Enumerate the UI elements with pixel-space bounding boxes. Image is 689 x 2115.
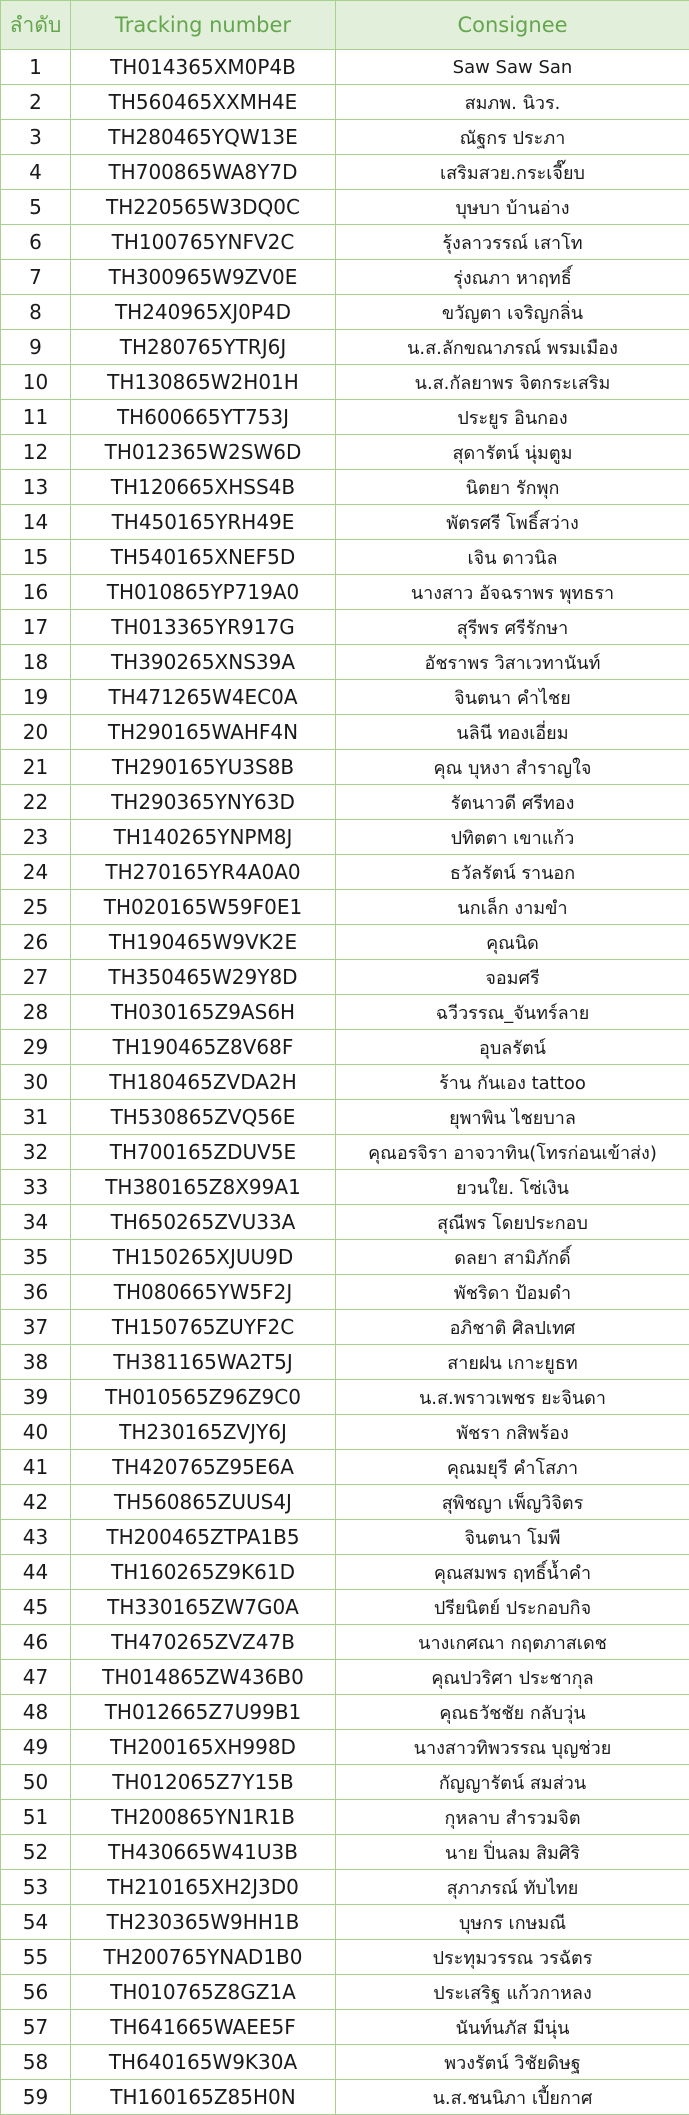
- consignee-cell: น.ส.พราวเพชร ยะจินดา: [336, 1380, 689, 1415]
- row-index-cell: 3: [1, 120, 71, 155]
- row-index-cell: 49: [1, 1730, 71, 1765]
- tracking-number-cell: TH030165Z9AS6H: [71, 995, 336, 1030]
- table-row: [1, 925, 689, 960]
- consignee-cell: ปรียนิตย์ ประกอบกิจ: [336, 1590, 689, 1625]
- table-row: [1, 190, 689, 225]
- consignee-cell: น.ส.ลักขณาภรณ์ พรมเมือง: [336, 330, 689, 365]
- row-index-cell: 24: [1, 855, 71, 890]
- tracking-number-cell: TH180465ZVDA2H: [71, 1065, 336, 1100]
- row-index-cell: 23: [1, 820, 71, 855]
- tracking-number-cell: TH300965W9ZV0E: [71, 260, 336, 295]
- table-row: [1, 1205, 689, 1240]
- table-row: [1, 225, 689, 260]
- consignee-cell: นางเกศณา กฤตภาสเดช: [336, 1625, 689, 1660]
- row-index-cell: 2: [1, 85, 71, 120]
- row-index-cell: 54: [1, 1905, 71, 1940]
- tracking-number-cell: TH160265Z9K61D: [71, 1555, 336, 1590]
- table-row: [1, 85, 689, 120]
- table-row: [1, 645, 689, 680]
- tracking-number-cell: TH150765ZUYF2C: [71, 1310, 336, 1345]
- table-row: [1, 435, 689, 470]
- row-index-cell: 59: [1, 2080, 71, 2115]
- consignee-cell: ประเสริฐ แก้วกาหลง: [336, 1975, 689, 2010]
- consignee-cell: คุณสมพร ฤทธิ์น้ำคำ: [336, 1555, 689, 1590]
- table-row: [1, 1590, 689, 1625]
- tracking-number-cell: TH160165Z85H0N: [71, 2080, 336, 2115]
- tracking-number-cell: TH130865W2H01H: [71, 365, 336, 400]
- row-index-cell: 30: [1, 1065, 71, 1100]
- row-index-cell: 42: [1, 1485, 71, 1520]
- table-row: [1, 1065, 689, 1100]
- table-row: [1, 820, 689, 855]
- row-index-cell: 31: [1, 1100, 71, 1135]
- consignee-cell: จินตนา โมพี: [336, 1520, 689, 1555]
- row-index-cell: 57: [1, 2010, 71, 2045]
- tracking-number-cell: TH450165YRH49E: [71, 505, 336, 540]
- consignee-cell: ยุพาพิน ไชยบาล: [336, 1100, 689, 1135]
- consignee-cell: ประยูร อินกอง: [336, 400, 689, 435]
- tracking-number-cell: TH390265XNS39A: [71, 645, 336, 680]
- consignee-cell: นางสาว อัจฉราพร พุทธรา: [336, 575, 689, 610]
- tracking-number-cell: TH290365YNY63D: [71, 785, 336, 820]
- consignee-cell: ธวัลรัตน์ รานอก: [336, 855, 689, 890]
- consignee-cell: นลินี ทองเอี่ยม: [336, 715, 689, 750]
- table-row: [1, 2080, 689, 2115]
- tracking-number-cell: TH020165W59F0E1: [71, 890, 336, 925]
- consignee-cell: อุบลรัตน์: [336, 1030, 689, 1065]
- table-row: [1, 1800, 689, 1835]
- tracking-number-cell: TH280465YQW13E: [71, 120, 336, 155]
- row-index-cell: 33: [1, 1170, 71, 1205]
- table-row: [1, 1310, 689, 1345]
- tracking-number-cell: TH010565Z96Z9C0: [71, 1380, 336, 1415]
- row-index-cell: 16: [1, 575, 71, 610]
- tracking-number-cell: TH641665WAEE5F: [71, 2010, 336, 2045]
- table-row: [1, 120, 689, 155]
- table-row: [1, 1625, 689, 1660]
- table-row: [1, 890, 689, 925]
- consignee-cell: เจิน ดาวนิล: [336, 540, 689, 575]
- consignee-cell: จินตนา คำไชย: [336, 680, 689, 715]
- row-index-cell: 29: [1, 1030, 71, 1065]
- consignee-cell: น.ส.กัลยาพร จิตกระเสริม: [336, 365, 689, 400]
- row-index-cell: 19: [1, 680, 71, 715]
- row-index-cell: 13: [1, 470, 71, 505]
- tracking-number-cell: TH280765YTRJ6J: [71, 330, 336, 365]
- table-row: [1, 1170, 689, 1205]
- table-row: [1, 1730, 689, 1765]
- tracking-number-cell: TH150265XJUU9D: [71, 1240, 336, 1275]
- consignee-cell: กุหลาบ สำรวมจิต: [336, 1800, 689, 1835]
- row-index-cell: 53: [1, 1870, 71, 1905]
- table-row: [1, 505, 689, 540]
- consignee-cell: รัตนาวดี ศรีทอง: [336, 785, 689, 820]
- table-row: [1, 1940, 689, 1975]
- consignee-cell: นันท์นภัส มีนุ่น: [336, 2010, 689, 2045]
- tracking-number-cell: TH220565W3DQ0C: [71, 190, 336, 225]
- consignee-cell: ณัฐกร ประภา: [336, 120, 689, 155]
- consignee-cell: น.ส.ชนนิภา เปี้ยกาศ: [336, 2080, 689, 2115]
- tracking-number-cell: TH012365W2SW6D: [71, 435, 336, 470]
- row-index-cell: 39: [1, 1380, 71, 1415]
- table-row: [1, 155, 689, 190]
- table-row: [1, 1555, 689, 1590]
- consignee-cell: ดลยา สามิภักดิ์: [336, 1240, 689, 1275]
- row-index-cell: 28: [1, 995, 71, 1030]
- row-index-cell: 5: [1, 190, 71, 225]
- row-index-cell: 32: [1, 1135, 71, 1170]
- row-index-cell: 21: [1, 750, 71, 785]
- tracking-number-cell: TH381165WA2T5J: [71, 1345, 336, 1380]
- row-index-cell: 14: [1, 505, 71, 540]
- tracking-number-cell: TH530865ZVQ56E: [71, 1100, 336, 1135]
- tracking-number-cell: TH120665XHSS4B: [71, 470, 336, 505]
- consignee-cell: คุณนิด: [336, 925, 689, 960]
- table-row: [1, 2010, 689, 2045]
- consignee-cell: ประทุมวรรณ วรฉัตร: [336, 1940, 689, 1975]
- header-row: [1, 1, 689, 50]
- table-row: [1, 610, 689, 645]
- tracking-number-cell: TH012665Z7U99B1: [71, 1695, 336, 1730]
- row-index-cell: 37: [1, 1310, 71, 1345]
- row-index-cell: 34: [1, 1205, 71, 1240]
- row-index-cell: 22: [1, 785, 71, 820]
- tracking-number-cell: TH010865YP719A0: [71, 575, 336, 610]
- consignee-cell: จอมศรี: [336, 960, 689, 995]
- tracking-number-cell: TH014865ZW436B0: [71, 1660, 336, 1695]
- row-index-cell: 20: [1, 715, 71, 750]
- consignee-cell: คุณอรจิรา อาจวาทิน(โทรก่อนเข้าส่ง): [336, 1135, 689, 1170]
- consignee-cell: คุณปวริศา ประชากุล: [336, 1660, 689, 1695]
- consignee-cell: สุณีพร โดยประกอบ: [336, 1205, 689, 1240]
- consignee-cell: พัชริดา ป้อมดำ: [336, 1275, 689, 1310]
- row-index-cell: 43: [1, 1520, 71, 1555]
- tracking-number-cell: TH380165Z8X99A1: [71, 1170, 336, 1205]
- row-index-cell: 11: [1, 400, 71, 435]
- header-consignee: Consignee: [336, 1, 689, 50]
- consignee-cell: บุษกร เกษมณี: [336, 1905, 689, 1940]
- row-index-cell: 25: [1, 890, 71, 925]
- table-row: [1, 1135, 689, 1170]
- table-row: [1, 1415, 689, 1450]
- tracking-number-cell: TH100765YNFV2C: [71, 225, 336, 260]
- consignee-cell: นาย ปิ่นลม สิมศิริ: [336, 1835, 689, 1870]
- tracking-number-cell: TH560865ZUUS4J: [71, 1485, 336, 1520]
- table-row: [1, 400, 689, 435]
- row-index-cell: 48: [1, 1695, 71, 1730]
- consignee-cell: สุภาภรณ์ ทับไทย: [336, 1870, 689, 1905]
- row-index-cell: 46: [1, 1625, 71, 1660]
- row-index-cell: 41: [1, 1450, 71, 1485]
- consignee-cell: นกเล็ก งามขำ: [336, 890, 689, 925]
- table-row: [1, 295, 689, 330]
- table-row: [1, 1450, 689, 1485]
- tracking-number-cell: TH200765YNAD1B0: [71, 1940, 336, 1975]
- tracking-number-cell: TH560465XXMH4E: [71, 85, 336, 120]
- table-row: [1, 330, 689, 365]
- table-row: [1, 1870, 689, 1905]
- tracking-number-cell: TH700865WA8Y7D: [71, 155, 336, 190]
- table-row: [1, 1905, 689, 1940]
- table-row: [1, 540, 689, 575]
- tracking-number-cell: TH200465ZTPA1B5: [71, 1520, 336, 1555]
- tracking-number-cell: TH330165ZW7G0A: [71, 1590, 336, 1625]
- table-row: [1, 715, 689, 750]
- consignee-cell: เสริมสวย.กระเจี๊ยบ: [336, 155, 689, 190]
- row-index-cell: 55: [1, 1940, 71, 1975]
- table-row: [1, 1660, 689, 1695]
- tracking-number-cell: TH230365W9HH1B: [71, 1905, 336, 1940]
- table-row: [1, 855, 689, 890]
- consignee-cell: Saw Saw San: [336, 50, 689, 85]
- table-row: [1, 1030, 689, 1065]
- tracking-number-cell: TH200165XH998D: [71, 1730, 336, 1765]
- tracking-number-cell: TH210165XH2J3D0: [71, 1870, 336, 1905]
- table-row: [1, 785, 689, 820]
- consignee-cell: รุ้งลาวรรณ์ เสาโท: [336, 225, 689, 260]
- tracking-number-cell: TH290165WAHF4N: [71, 715, 336, 750]
- tracking-number-cell: TH140265YNPM8J: [71, 820, 336, 855]
- tracking-number-cell: TH013365YR917G: [71, 610, 336, 645]
- consignee-cell: ร้าน กันเอง tattoo: [336, 1065, 689, 1100]
- table-row: [1, 1345, 689, 1380]
- table-row: [1, 2045, 689, 2080]
- tracking-number-cell: TH430665W41U3B: [71, 1835, 336, 1870]
- table-row: [1, 680, 689, 715]
- row-index-cell: 4: [1, 155, 71, 190]
- consignee-cell: สายฝน เกาะยูธท: [336, 1345, 689, 1380]
- table-row: [1, 50, 689, 85]
- consignee-cell: ยวนใย. โซ่เงิน: [336, 1170, 689, 1205]
- table-row: [1, 960, 689, 995]
- table-row: [1, 575, 689, 610]
- tracking-number-cell: TH190465Z8V68F: [71, 1030, 336, 1065]
- tracking-number-cell: TH600665YT753J: [71, 400, 336, 435]
- consignee-cell: พัชรา กสิพร้อง: [336, 1415, 689, 1450]
- row-index-cell: 9: [1, 330, 71, 365]
- tracking-number-cell: TH470265ZVZ47B: [71, 1625, 336, 1660]
- tracking-number-cell: TH240965XJ0P4D: [71, 295, 336, 330]
- row-index-cell: 12: [1, 435, 71, 470]
- tracking-number-cell: TH080665YW5F2J: [71, 1275, 336, 1310]
- consignee-cell: พัตรศรี โพธิ์สว่าง: [336, 505, 689, 540]
- consignee-cell: สมภพ. นิวร.: [336, 85, 689, 120]
- consignee-cell: สุรีพร ศรีรักษา: [336, 610, 689, 645]
- header-index: ลำดับ: [1, 1, 71, 50]
- row-index-cell: 47: [1, 1660, 71, 1695]
- header-tracking-number: Tracking number: [71, 1, 336, 50]
- row-index-cell: 58: [1, 2045, 71, 2080]
- consignee-cell: กัญญารัตน์ สมส่วน: [336, 1765, 689, 1800]
- tracking-number-cell: TH700165ZDUV5E: [71, 1135, 336, 1170]
- consignee-cell: คุณ บุหงา สำราญใจ: [336, 750, 689, 785]
- table-row: [1, 1695, 689, 1730]
- consignee-cell: สุพิชญา เพ็ญวิจิตร: [336, 1485, 689, 1520]
- consignee-cell: ปทิตตา เขาแก้ว: [336, 820, 689, 855]
- row-index-cell: 36: [1, 1275, 71, 1310]
- table-row: [1, 365, 689, 400]
- table-row: [1, 1240, 689, 1275]
- row-index-cell: 6: [1, 225, 71, 260]
- tracking-number-cell: TH650265ZVU33A: [71, 1205, 336, 1240]
- row-index-cell: 38: [1, 1345, 71, 1380]
- consignee-cell: รุ่งณภา หาฤทธิ์: [336, 260, 689, 295]
- consignee-cell: พวงรัตน์ วิชัยดิษฐ: [336, 2045, 689, 2080]
- table-row: [1, 1100, 689, 1135]
- tracking-number-cell: TH471265W4EC0A: [71, 680, 336, 715]
- tracking-number-cell: TH190465W9VK2E: [71, 925, 336, 960]
- tracking-number-cell: TH230165ZVJY6J: [71, 1415, 336, 1450]
- table-row: [1, 1835, 689, 1870]
- row-index-cell: 7: [1, 260, 71, 295]
- tracking-number-cell: TH012065Z7Y15B: [71, 1765, 336, 1800]
- row-index-cell: 35: [1, 1240, 71, 1275]
- table-row: [1, 1380, 689, 1415]
- consignee-cell: คุณมยุรี คำโสภา: [336, 1450, 689, 1485]
- consignee-cell: ขวัญตา เจริญกลิ่น: [336, 295, 689, 330]
- consignee-cell: บุษบา บ้านอ่าง: [336, 190, 689, 225]
- row-index-cell: 40: [1, 1415, 71, 1450]
- consignee-cell: นิตยา รักพุก: [336, 470, 689, 505]
- tracking-number-cell: TH200865YN1R1B: [71, 1800, 336, 1835]
- row-index-cell: 17: [1, 610, 71, 645]
- consignee-cell: อภิชาติ ศิลปเทศ: [336, 1310, 689, 1345]
- table-row: [1, 1765, 689, 1800]
- table-row: [1, 260, 689, 295]
- row-index-cell: 10: [1, 365, 71, 400]
- row-index-cell: 27: [1, 960, 71, 995]
- consignee-cell: ฉวีวรรณ_จันทร์ลาย: [336, 995, 689, 1030]
- row-index-cell: 52: [1, 1835, 71, 1870]
- consignee-cell: นางสาวทิพวรรณ บุญช่วย: [336, 1730, 689, 1765]
- table-row: [1, 995, 689, 1030]
- row-index-cell: 44: [1, 1555, 71, 1590]
- tracking-number-cell: TH290165YU3S8B: [71, 750, 336, 785]
- table-row: [1, 1485, 689, 1520]
- row-index-cell: 18: [1, 645, 71, 680]
- table-row: [1, 1275, 689, 1310]
- tracking-number-cell: TH010765Z8GZ1A: [71, 1975, 336, 2010]
- tracking-number-cell: TH420765Z95E6A: [71, 1450, 336, 1485]
- row-index-cell: 26: [1, 925, 71, 960]
- tracking-number-cell: TH270165YR4A0A0: [71, 855, 336, 890]
- tracking-number-cell: TH640165W9K30A: [71, 2045, 336, 2080]
- tracking-number-cell: TH014365XM0P4B: [71, 50, 336, 85]
- table-row: [1, 1975, 689, 2010]
- row-index-cell: 56: [1, 1975, 71, 2010]
- row-index-cell: 15: [1, 540, 71, 575]
- consignee-cell: สุดารัตน์ นุ่มตูม: [336, 435, 689, 470]
- consignee-cell: คุณธวัชชัย กลับวุ่น: [336, 1695, 689, 1730]
- tracking-number-cell: TH350465W29Y8D: [71, 960, 336, 995]
- row-index-cell: 50: [1, 1765, 71, 1800]
- table-row: [1, 750, 689, 785]
- row-index-cell: 1: [1, 50, 71, 85]
- row-index-cell: 51: [1, 1800, 71, 1835]
- table-row: [1, 1520, 689, 1555]
- table-row: [1, 470, 689, 505]
- row-index-cell: 45: [1, 1590, 71, 1625]
- row-index-cell: 8: [1, 295, 71, 330]
- tracking-number-cell: TH540165XNEF5D: [71, 540, 336, 575]
- consignee-cell: อัชราพร วิสาเวทานันท์: [336, 645, 689, 680]
